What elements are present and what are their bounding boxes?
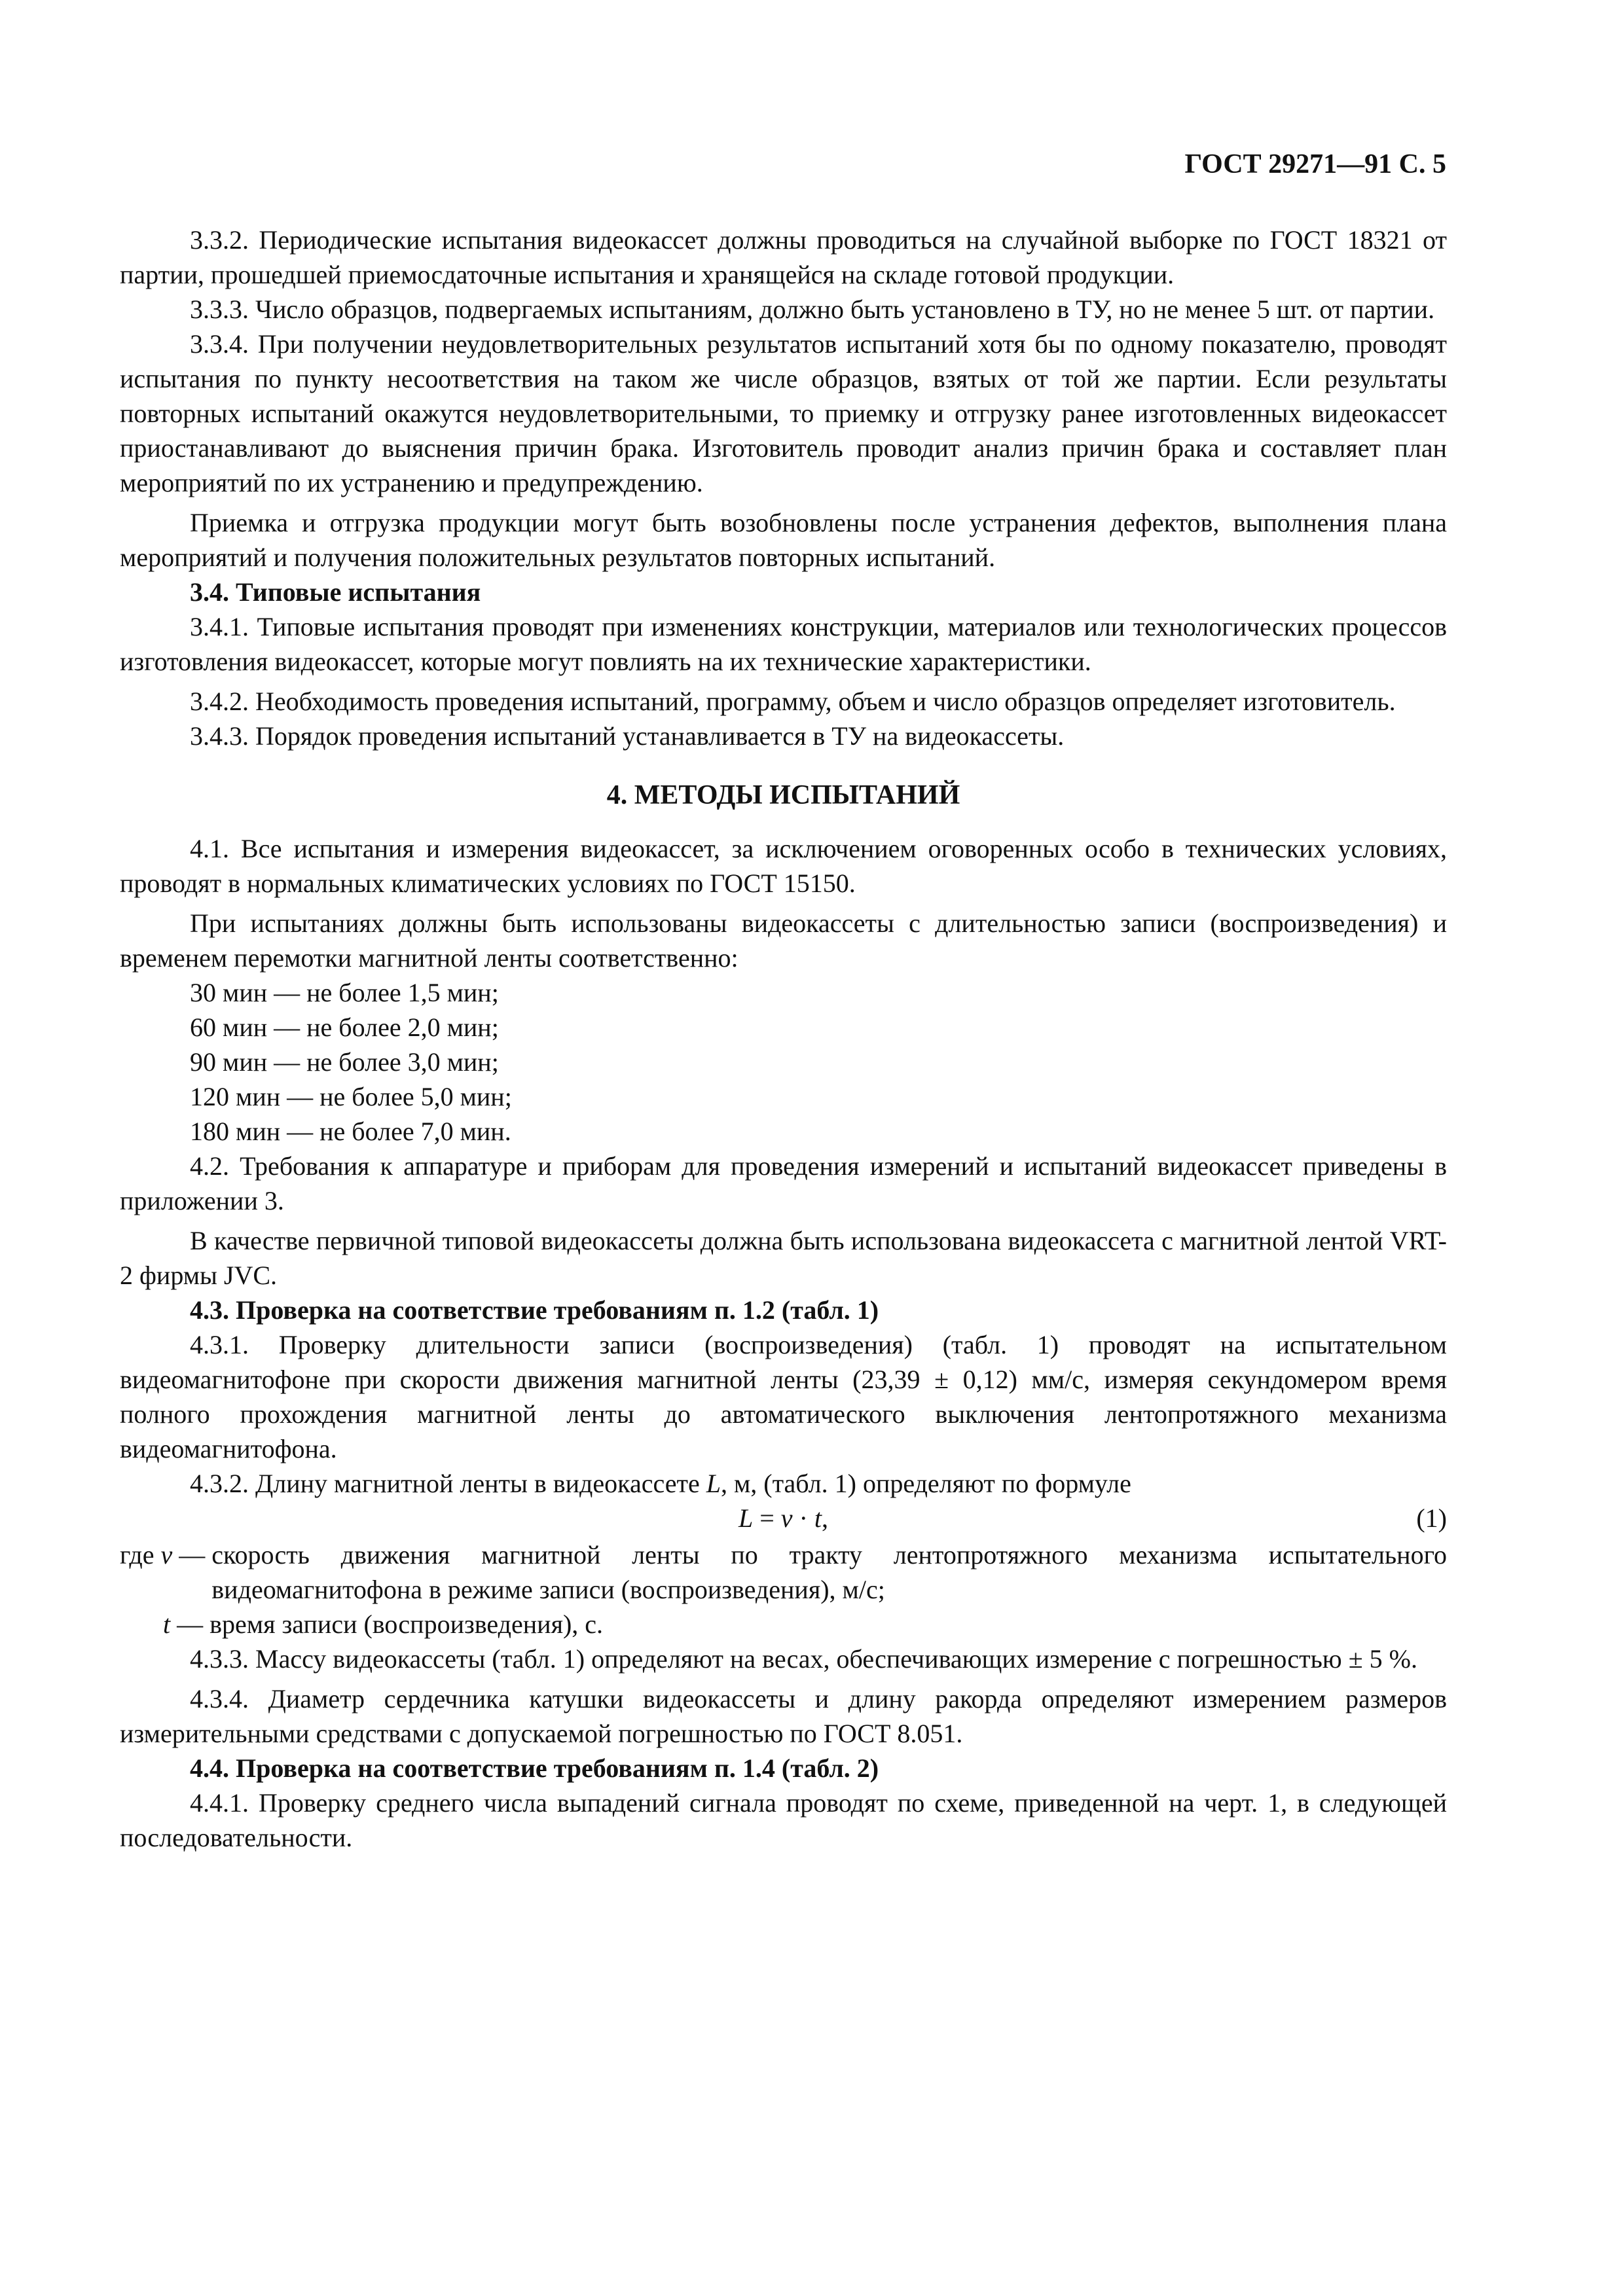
where-v-text: скорость движения магнитной ленты по тракту лентопротяжного механизма испытательного видеомагнитофона в режиме записи (воспроизведения), м/с; — [211, 1540, 1447, 1604]
formula-1 — [120, 1501, 1447, 1537]
where-v-definition — [120, 1537, 1447, 1607]
where-t-var: t — [163, 1609, 171, 1639]
paragraph-4-1-continued: При испытаниях должны быть использованы видеокассеты с длительностью записи (воспроизведения) и временем перемотки магнитной ленты соответственно: — [120, 908, 1447, 973]
formula-l: L — [738, 1503, 754, 1533]
where-t-label — [163, 1607, 210, 1641]
heading-4-3: 4.3. Проверка на соответствие требованиям п. 1.2 (табл. 1) — [190, 1295, 879, 1325]
paragraph-3-4-3: 3.4.3. Порядок проведения испытаний устанавливается в ТУ на видеокассеты. — [190, 721, 1065, 751]
list-item: 120 мин — не более 5,0 мин; — [190, 1082, 512, 1111]
paragraph-3-4-1: 3.4.1. Типовые испытания проводят при изменениях конструкции, материалов или технологических процессов изготовления видеокассет, которые могут повлиять на их технические характеристики. — [120, 612, 1447, 676]
formula-dot: · — [792, 1503, 814, 1533]
rewind-list — [120, 975, 1447, 1149]
where-t-dash: — — [170, 1609, 210, 1639]
paragraph-3-3-3: 3.3.3. Число образцов, подвергаемых испытаниям, должно быть установлено в ТУ, но не менее 5 шт. от партии. — [190, 295, 1435, 324]
list-item: 180 мин — не более 7,0 мин. — [190, 1117, 511, 1146]
paragraph-4-2: 4.2. Требования к аппаратуре и приборам для проведения измерений и испытаний видеокассет приведены в приложении 3. — [120, 1151, 1447, 1215]
formula-number: (1) — [1416, 1503, 1447, 1533]
paragraph-4-4-1: 4.4.1. Проверку среднего числа выпадений сигнала проводят по схеме, приведенной на черт. 1, в следующей последовательности. — [120, 1788, 1447, 1852]
formula-expression — [120, 1501, 1447, 1535]
heading-3-4: 3.4. Типовые испытания — [190, 577, 481, 607]
where-t-text: время записи (воспроизведения), с. — [210, 1609, 604, 1639]
list-item: 30 мин — не более 1,5 мин; — [190, 978, 499, 1007]
where-v-dash: — — [172, 1540, 212, 1570]
paragraph-4-3-3: 4.3.3. Массу видеокассеты (табл. 1) определяют на весах, обеспечивающих измерение с погрешностью ± 5 %. — [190, 1644, 1417, 1674]
list-item: 60 мин — не более 2,0 мин; — [190, 1013, 499, 1042]
document-body — [120, 223, 1447, 1855]
page-header: ГОСТ 29271—91 С. 5 — [1184, 149, 1446, 179]
paragraph-3-3-4: 3.3.4. При получении неудовлетворительных результатов испытаний хотя бы по одному показателю, проводят испытания по пункту несоответствия на таком же числе образцов, взятых от той же партии. Если результаты повторных испытаний окажутся неудовлетворительными, то приемку и отгрузку ранее изготовленных видеокассет приостанавливают до выяснения причин брака. Изготовитель проводит анализ причин брака и составляет план мероприятий по их устранению и предупреждению. — [120, 329, 1447, 497]
paragraph-4-3-2 — [120, 1466, 1447, 1501]
paragraph-4-3-2-end: , м, (табл. 1) определяют по формуле — [720, 1469, 1131, 1498]
where-prefix: где — [120, 1540, 161, 1570]
formula-equals: = — [753, 1503, 781, 1533]
where-v-var: v — [160, 1540, 173, 1570]
paragraph-3-3-2: 3.3.2. Периодические испытания видеокассет должны проводиться на случайной выборке по ГОСТ 18321 от партии, прошедшей приемосдаточные испытания и хранящейся на складе готовой продукции. — [120, 225, 1447, 289]
formula-comma: , — [822, 1503, 829, 1533]
formula-t: t — [814, 1503, 822, 1533]
where-v-label — [120, 1537, 211, 1607]
paragraph-4-1: 4.1. Все испытания и измерения видеокассет, за исключением оговоренных особо в технических условиях, проводят в нормальных климатических условиях по ГОСТ 15150. — [120, 834, 1447, 898]
variable-l: L — [706, 1469, 721, 1498]
section-4-title: 4. МЕТОДЫ ИСПЫТАНИЙ — [606, 780, 960, 810]
heading-4-4: 4.4. Проверка на соответствие требованиям п. 1.4 (табл. 2) — [190, 1753, 879, 1783]
list-item: 90 мин — не более 3,0 мин; — [190, 1047, 499, 1077]
paragraph-4-2-continued: В качестве первичной типовой видеокассеты должна быть использована видеокассета с магнитной лентой VRT-2 фирмы JVC. — [120, 1226, 1447, 1290]
paragraph-4-3-1: 4.3.1. Проверку длительности записи (воспроизведения) (табл. 1) проводят на испытательном видеомагнитофоне при скорости движения магнитной ленты (23,39 ± 0,12) мм/с, измеряя секундомером время полного прохождения магнитной ленты до автоматического выключения лентопротяжного механизма видеомагнитофона. — [120, 1330, 1447, 1463]
formula-v: v — [780, 1503, 793, 1533]
paragraph-3-3-4-continued: Приемка и отгрузка продукции могут быть возобновлены после устранения дефектов, выполнения плана мероприятий и получения положительных результатов повторных испытаний. — [120, 508, 1447, 572]
paragraph-4-3-4: 4.3.4. Диаметр сердечника катушки видеокассеты и длину ракорда определяют измерением размеров измерительными средствами с допускаемой погрешностью по ГОСТ 8.051. — [120, 1684, 1447, 1748]
paragraph-3-4-2: 3.4.2. Необходимость проведения испытаний, программу, объем и число образцов определяет изготовитель. — [190, 687, 1396, 716]
paragraph-4-3-2-start: 4.3.2. Длину магнитной ленты в видеокассете — [190, 1469, 706, 1498]
where-t-definition — [120, 1607, 1447, 1641]
